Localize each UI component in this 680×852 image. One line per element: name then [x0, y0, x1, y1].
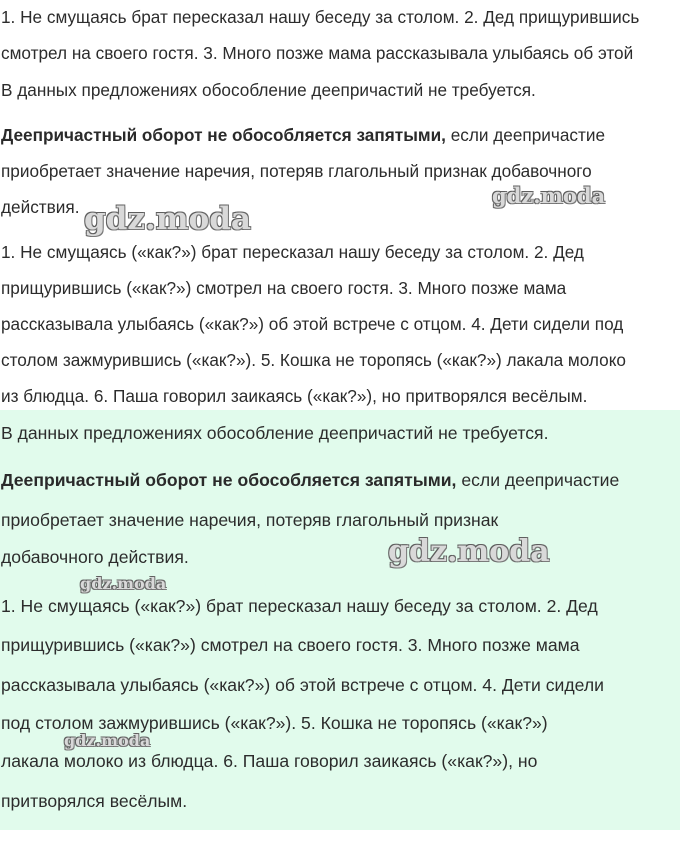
rule-bold-text: Деепричастный оборот не обособляется запятыми, [1, 470, 457, 490]
text-line: В данных предложениях обособление деепричастий не требуется. [1, 80, 536, 100]
watermark: gdz.moda [64, 731, 151, 750]
watermark: gdz.moda [492, 183, 606, 208]
rule-line [1, 469, 619, 491]
text-line: прищурившись («как?») смотрел на своего гостя. 3. Много позже мама [1, 278, 567, 298]
watermark: gdz.moda [80, 574, 167, 593]
text-line: действия. [1, 197, 80, 217]
text-line: рассказывала улыбаясь («как?») об этой встрече с отцом. 4. Дети сидели под [1, 314, 624, 334]
text-line: приобретает значение наречия, потеряв глагольный признак добавочного [1, 161, 592, 181]
text-line: смотрел на своего гостя. 3. Много позже мама рассказывала улыбаясь об этой [1, 43, 634, 63]
text-line: прищурившись («как?») смотрел на своего гостя. 3. Много позже мама [1, 635, 580, 655]
text-line: 1. Не смущаясь («как?») брат пересказал нашу беседу за столом. 2. Дед [1, 596, 598, 616]
rule-rest-text: если деепричастие [445, 125, 606, 145]
text-line: притворялся весёлым. [1, 791, 188, 811]
watermark: gdz.moda [388, 534, 550, 569]
text-line: 1. Не смущаясь брат пересказал нашу беседу за столом. 2. Дед прищурившись [1, 7, 640, 27]
text-line: приобретает значение наречия, потеряв глагольный признак [1, 510, 499, 530]
rule-bold-text: Деепричастный оборот не обособляется запятыми, [1, 125, 446, 145]
text-line: под столом зажмурившись («как?»). 5. Кошка не торопясь («как?») [1, 713, 548, 733]
rule-rest-text: если деепричастие [456, 470, 620, 490]
watermark: gdz.moda [84, 201, 251, 237]
text-line: В данных предложениях обособление деепричастий не требуется. [1, 423, 549, 443]
text-line: рассказывала улыбаясь («как?») об этой встрече с отцом. 4. Дети сидели [1, 675, 604, 695]
text-line: 1. Не смущаясь («как?») брат пересказал нашу беседу за столом. 2. Дед [1, 242, 584, 262]
text-line: лакала молоко из блюдца. 6. Паша говорил заикаясь («как?»), но [1, 751, 538, 771]
text-line: столом зажмурившись («как?»). 5. Кошка не торопясь («как?») лакала молоко [1, 350, 626, 370]
text-line: из блюдца. 6. Паша говорил заикаясь («как?»), но притворялся весёлым. [1, 386, 588, 406]
green-answer-section [0, 410, 680, 830]
rule-line [1, 124, 605, 146]
text-line: добавочного действия. [1, 547, 189, 567]
